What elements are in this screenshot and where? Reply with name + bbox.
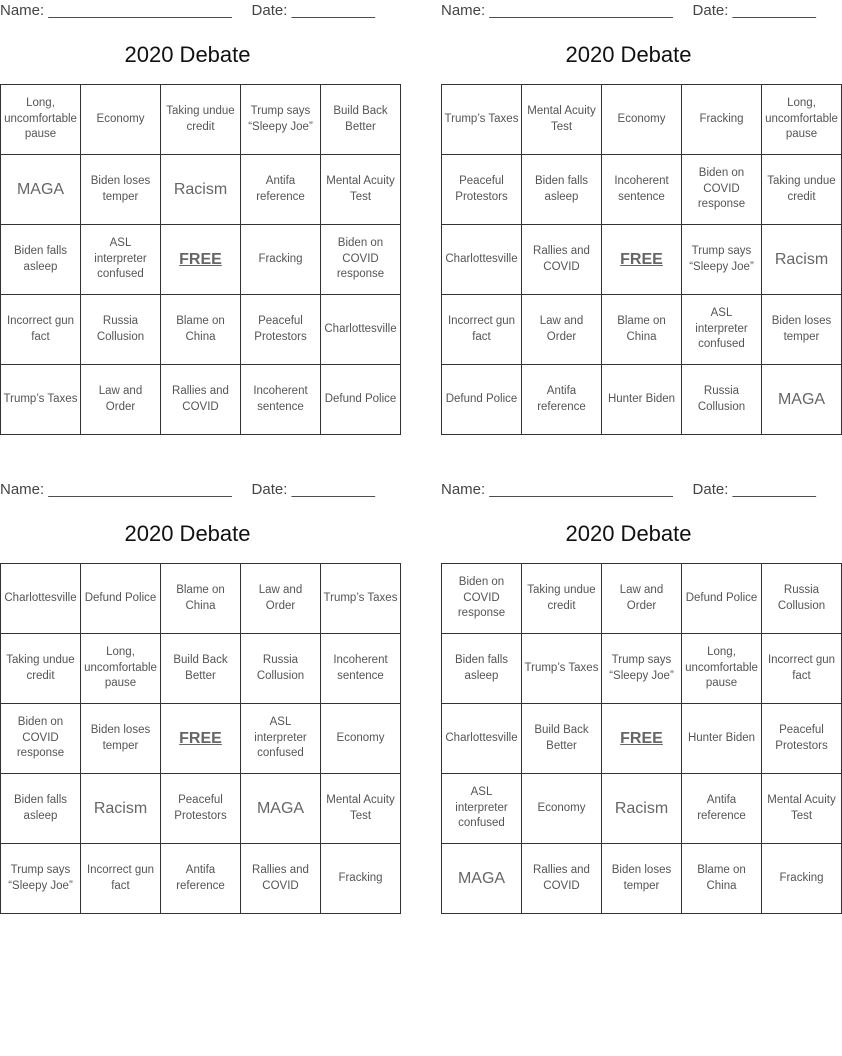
name-field[interactable]: Name: ______________________ [441,2,673,19]
card-title: 2020 Debate [124,42,251,67]
bingo-square[interactable]: Mental Acuity Test [522,85,602,155]
bingo-square[interactable]: Peaceful Protestors [161,774,241,844]
bingo-square[interactable]: Defund Police [442,365,522,435]
bingo-square[interactable]: Rallies and COVID [522,844,602,914]
date-field[interactable]: Date: __________ [251,481,375,498]
bingo-square[interactable]: MAGA [1,155,81,225]
grid-row [1,295,401,365]
bingo-square[interactable]: Rallies and COVID [522,225,602,295]
bingo-square[interactable]: Long, uncomfortable pause [762,85,842,155]
bingo-square[interactable]: Law and Order [522,295,602,365]
bingo-grid [441,563,842,914]
name-date-line [0,479,375,501]
bingo-square[interactable]: Trump says “Sleepy Joe” [682,225,762,295]
bingo-square[interactable]: Blame on China [602,295,682,365]
bingo-square[interactable]: Taking undue credit [522,564,602,634]
bingo-square[interactable]: Trump says “Sleepy Joe” [241,85,321,155]
bingo-square[interactable]: Hunter Biden [682,704,762,774]
bingo-square[interactable]: Peaceful Protestors [762,704,842,774]
bingo-square[interactable]: Defund Police [682,564,762,634]
bingo-square[interactable]: Biden on COVID response [442,564,522,634]
bingo-square[interactable]: Law and Order [81,365,161,435]
bingo-square[interactable]: Fracking [241,225,321,295]
name-date-line [0,0,375,22]
bingo-square[interactable]: Biden loses temper [762,295,842,365]
grid-row [1,155,401,225]
bingo-square[interactable]: Fracking [762,844,842,914]
bingo-square[interactable]: Trump’s Taxes [1,365,81,435]
grid-row [442,295,842,365]
bingo-square[interactable]: MAGA [241,774,321,844]
free-space[interactable]: FREE [602,225,682,295]
free-space[interactable]: FREE [161,704,241,774]
grid-row [442,225,842,295]
bingo-square[interactable]: Build Back Better [321,85,401,155]
bingo-square[interactable]: ASL interpreter confused [81,225,161,295]
bingo-square[interactable]: Build Back Better [522,704,602,774]
date-field[interactable]: Date: __________ [692,481,816,498]
bingo-square[interactable]: Trump’s Taxes [442,85,522,155]
bingo-card-4 [441,479,836,914]
bingo-square[interactable]: Charlottesville [442,704,522,774]
bingo-square[interactable]: Charlottesville [321,295,401,365]
bingo-square[interactable]: Peaceful Protestors [241,295,321,365]
grid-row [442,704,842,774]
bingo-square[interactable]: Antifa reference [161,844,241,914]
grid-row [442,155,842,225]
bingo-square[interactable]: Antifa reference [682,774,762,844]
bingo-square[interactable]: Antifa reference [522,365,602,435]
card-title: 2020 Debate [124,521,251,546]
bingo-square[interactable]: Taking undue credit [762,155,842,225]
bingo-square[interactable]: Biden loses temper [81,704,161,774]
grid-row [1,704,401,774]
grid-row [442,844,842,914]
bingo-grid [0,563,401,914]
bingo-square[interactable]: MAGA [442,844,522,914]
bingo-square[interactable]: Biden on COVID response [682,155,762,225]
bingo-square[interactable]: Long, uncomfortable pause [81,634,161,704]
bingo-square[interactable]: Biden falls asleep [1,225,81,295]
bingo-square[interactable]: Russia Collusion [241,634,321,704]
bingo-card-1 [0,0,397,435]
bingo-square[interactable]: Incorrect gun fact [81,844,161,914]
name-field[interactable]: Name: ______________________ [0,2,232,19]
bingo-square[interactable]: Biden loses temper [81,155,161,225]
bingo-square[interactable]: Law and Order [602,564,682,634]
bingo-square[interactable]: Economy [522,774,602,844]
bingo-square[interactable]: ASL interpreter confused [682,295,762,365]
bingo-square[interactable]: Taking undue credit [161,85,241,155]
grid-row [442,634,842,704]
bingo-grid [0,84,401,435]
bingo-square[interactable]: Incoherent sentence [321,634,401,704]
name-field[interactable]: Name: ______________________ [0,481,232,498]
bingo-square[interactable]: Russia Collusion [682,365,762,435]
grid-row [442,564,842,634]
bingo-square[interactable]: Mental Acuity Test [321,155,401,225]
card-title: 2020 Debate [565,521,692,546]
bingo-square[interactable]: ASL interpreter confused [442,774,522,844]
bingo-square[interactable]: Build Back Better [161,634,241,704]
bingo-square[interactable]: Blame on China [161,564,241,634]
bingo-card-2 [441,0,838,435]
bingo-square[interactable]: Biden loses temper [602,844,682,914]
bingo-square[interactable]: Peaceful Protestors [442,155,522,225]
bingo-square[interactable]: Economy [81,85,161,155]
bingo-square[interactable]: Hunter Biden [602,365,682,435]
card-title: 2020 Debate [565,42,692,67]
bingo-square[interactable]: Defund Police [321,365,401,435]
bingo-square[interactable]: Incorrect gun fact [1,295,81,365]
bingo-square[interactable]: ASL interpreter confused [241,704,321,774]
bingo-square[interactable]: Blame on China [682,844,762,914]
bingo-square[interactable]: Long, uncomfortable pause [682,634,762,704]
bingo-square[interactable]: Fracking [682,85,762,155]
date-field[interactable]: Date: __________ [692,2,816,19]
bingo-square[interactable]: Biden falls asleep [1,774,81,844]
bingo-square[interactable]: Rallies and COVID [241,844,321,914]
bingo-square[interactable]: Biden on COVID response [1,704,81,774]
bingo-square[interactable]: Biden on COVID response [321,225,401,295]
bingo-square[interactable]: Incorrect gun fact [762,634,842,704]
free-space[interactable]: FREE [602,704,682,774]
grid-row [442,85,842,155]
bingo-square[interactable]: Incoherent sentence [241,365,321,435]
name-field[interactable]: Name: ______________________ [441,481,673,498]
bingo-square[interactable]: Fracking [321,844,401,914]
bingo-square[interactable]: Trump says “Sleepy Joe” [602,634,682,704]
bingo-square[interactable]: Mental Acuity Test [762,774,842,844]
bingo-square[interactable]: Racism [161,155,241,225]
name-date-line [441,479,816,501]
bingo-square[interactable]: Biden falls asleep [522,155,602,225]
name-date-line [441,0,816,22]
bingo-grid [441,84,842,435]
bingo-square[interactable]: Racism [81,774,161,844]
grid-row [1,225,401,295]
bingo-square[interactable]: Racism [762,225,842,295]
bingo-square[interactable]: Defund Police [81,564,161,634]
bingo-square[interactable]: Charlottesville [1,564,81,634]
bingo-square[interactable]: Economy [602,85,682,155]
bingo-square[interactable]: Trump says “Sleepy Joe” [1,844,81,914]
bingo-square[interactable]: Mental Acuity Test [321,774,401,844]
grid-row [1,634,401,704]
date-field[interactable]: Date: __________ [251,2,375,19]
bingo-square[interactable]: Taking undue credit [1,634,81,704]
bingo-square[interactable]: Russia Collusion [81,295,161,365]
bingo-square[interactable]: Law and Order [241,564,321,634]
bingo-square[interactable]: Rallies and COVID [161,365,241,435]
bingo-card-3 [0,479,398,914]
bingo-square[interactable]: MAGA [762,365,842,435]
bingo-square[interactable]: Biden falls asleep [442,634,522,704]
bingo-square[interactable]: Antifa reference [241,155,321,225]
bingo-square[interactable]: Incorrect gun fact [442,295,522,365]
bingo-square[interactable]: Charlottesville [442,225,522,295]
bingo-square[interactable]: Trump’s Taxes [321,564,401,634]
bingo-square[interactable]: Long, uncomfortable pause [1,85,81,155]
grid-row [1,365,401,435]
grid-row [1,564,401,634]
grid-row [442,774,842,844]
bingo-square[interactable]: Trump’s Taxes [522,634,602,704]
free-space[interactable]: FREE [161,225,241,295]
grid-row [1,774,401,844]
grid-row [1,85,401,155]
bingo-square[interactable]: Russia Collusion [762,564,842,634]
bingo-square[interactable]: Economy [321,704,401,774]
bingo-square[interactable]: Blame on China [161,295,241,365]
bingo-square[interactable]: Racism [602,774,682,844]
grid-row [442,365,842,435]
bingo-square[interactable]: Incoherent sentence [602,155,682,225]
grid-row [1,844,401,914]
